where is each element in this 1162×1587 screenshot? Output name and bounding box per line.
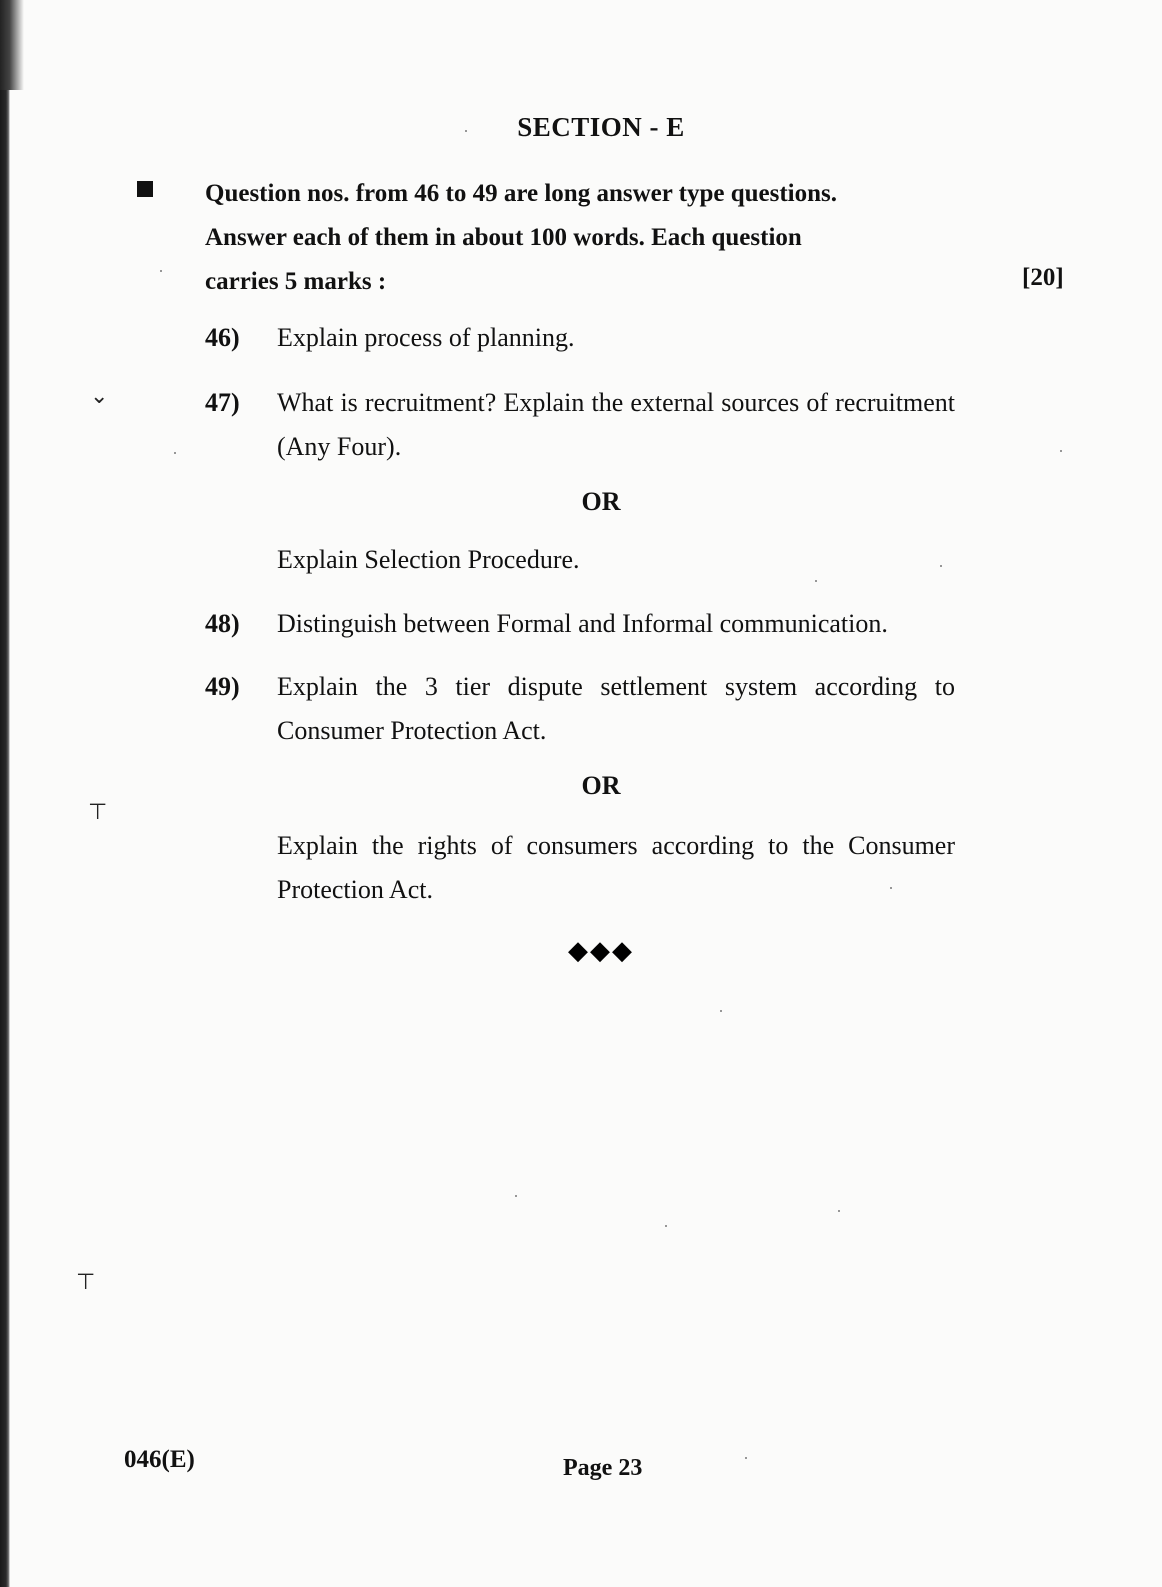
section-title: SECTION - E bbox=[517, 112, 685, 142]
scan-speck bbox=[838, 1210, 840, 1212]
scan-speck bbox=[515, 1195, 517, 1197]
question-48 bbox=[205, 602, 955, 646]
scan-speck bbox=[720, 1010, 722, 1012]
scan-speck bbox=[745, 1457, 747, 1459]
question-text: What is recruitment? Explain the external sources of recruitment (Any Four). bbox=[277, 388, 955, 461]
question-text: Distinguish between Formal and Informal communication. bbox=[277, 609, 888, 638]
question-number: 47) bbox=[205, 388, 240, 417]
question-number: 46) bbox=[205, 323, 240, 352]
question-number: 49) bbox=[205, 672, 240, 701]
instructions-line: Question nos. from 46 to 49 are long answer type questions. bbox=[205, 180, 837, 207]
scan-speck bbox=[1060, 450, 1062, 452]
question-text: Explain the 3 tier dispute settlement system according to Consumer Protection Act. bbox=[277, 672, 955, 745]
or-divider: OR bbox=[581, 487, 621, 516]
question-text: Explain process of planning. bbox=[277, 323, 575, 352]
scan-artifact-mark: ⌄ bbox=[90, 384, 109, 409]
scan-speck bbox=[665, 1225, 667, 1227]
scan-shadow-corner bbox=[0, 0, 24, 90]
instructions-line: carries 5 marks : bbox=[205, 268, 387, 295]
scan-speck bbox=[160, 270, 162, 272]
scan-speck bbox=[174, 452, 176, 454]
question-49 bbox=[205, 665, 955, 753]
question-number: 48) bbox=[205, 609, 240, 638]
instructions bbox=[205, 172, 955, 304]
end-of-paper-diamonds: ◆◆◆ bbox=[568, 936, 634, 966]
question-47 bbox=[205, 381, 955, 469]
or-divider: OR bbox=[581, 771, 621, 800]
scan-artifact-mark: ⊤ bbox=[88, 800, 108, 825]
instructions-line: Answer each of them in about 100 words. Each question bbox=[205, 224, 802, 251]
scan-artifact-mark: ⊤ bbox=[76, 1270, 96, 1295]
alternative-question: Explain Selection Procedure. bbox=[277, 545, 580, 574]
paper-code: 046(E) bbox=[124, 1446, 195, 1473]
alternative-question: Explain the rights of consumers according to the Consumer Protection Act. bbox=[277, 831, 955, 904]
square-bullet-icon bbox=[137, 181, 153, 197]
page-number: Page 23 bbox=[563, 1455, 643, 1481]
question-46 bbox=[205, 316, 955, 360]
total-marks: [20] bbox=[1022, 264, 1064, 291]
